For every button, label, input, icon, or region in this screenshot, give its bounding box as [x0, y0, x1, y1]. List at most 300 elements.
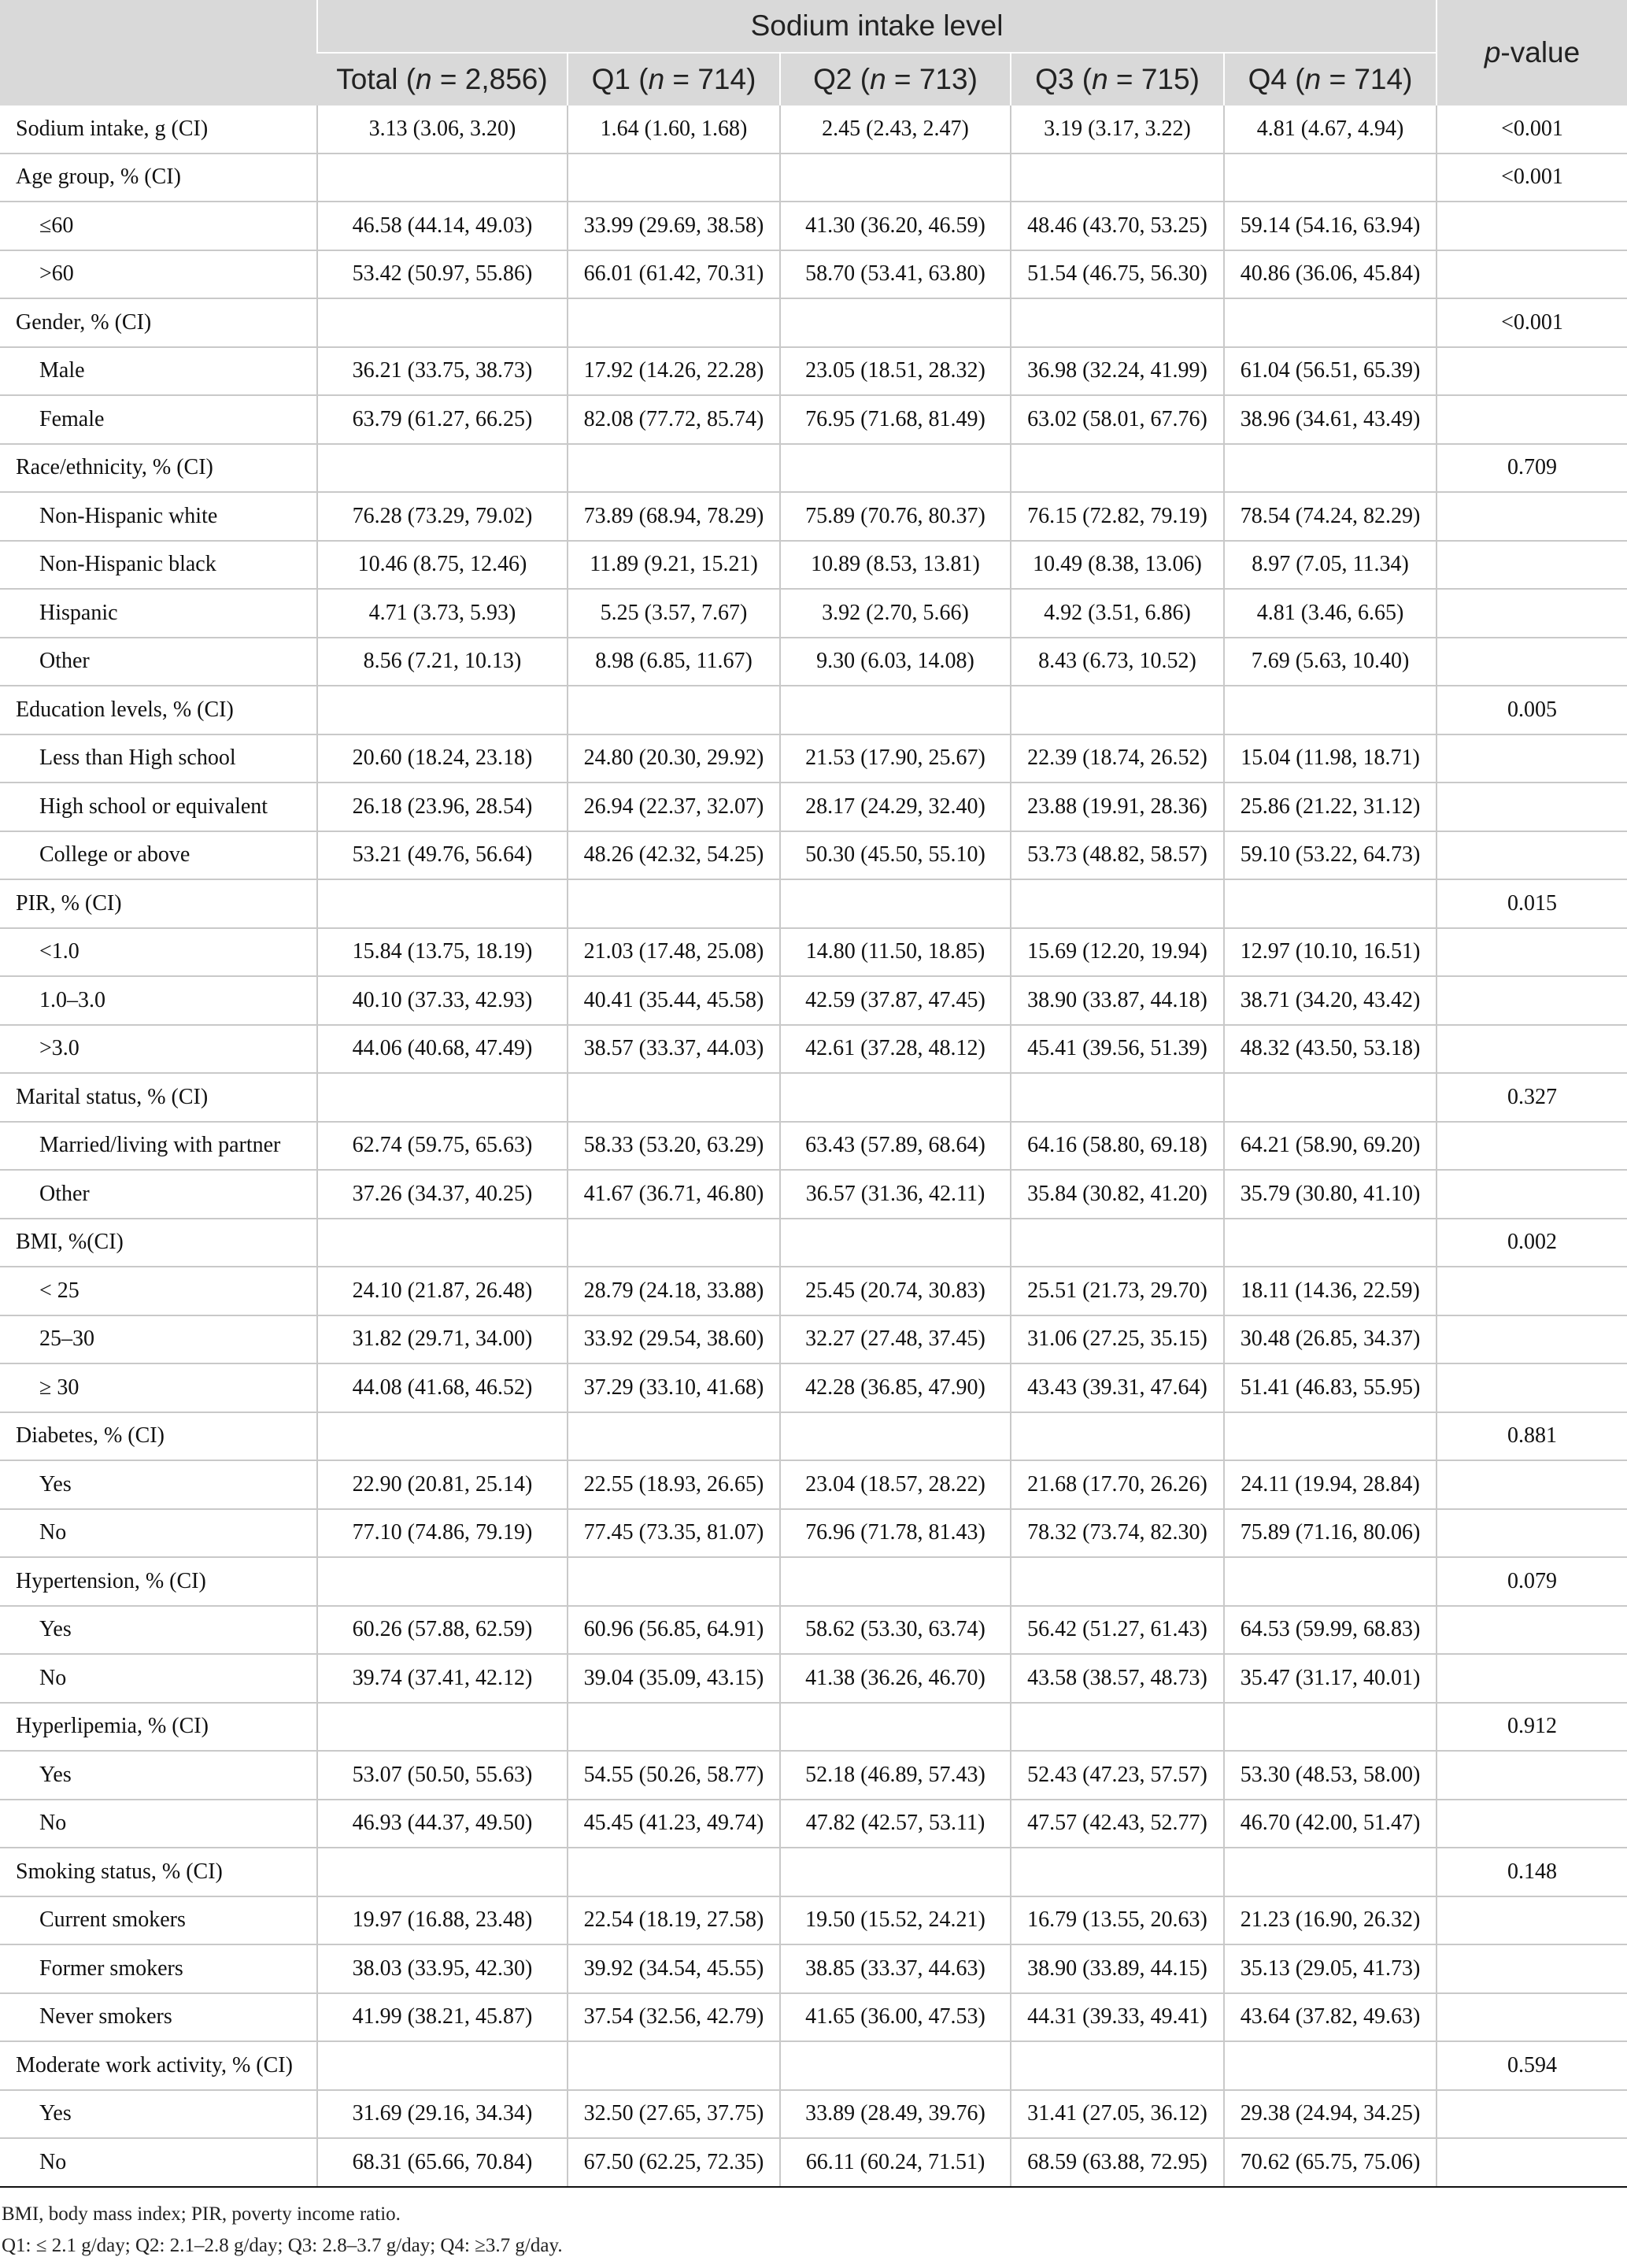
table-row: [0, 1800, 1627, 1848]
cell-total: 68.31 (65.66, 70.84): [317, 2138, 568, 2187]
cell-q2: [780, 686, 1011, 734]
cell-q3: [1011, 444, 1224, 493]
table-row: [0, 928, 1627, 977]
table-row: [0, 879, 1627, 928]
cell-total: 76.28 (73.29, 79.02): [317, 492, 568, 541]
column-header-n-value: = 715: [1107, 63, 1190, 95]
row-label: < 25: [0, 1267, 317, 1315]
cell-q3: 56.42 (51.27, 61.43): [1011, 1606, 1224, 1655]
cell-q2: 33.89 (28.49, 39.76): [780, 2090, 1011, 2139]
cell-q3: 31.41 (27.05, 36.12): [1011, 2090, 1224, 2139]
table-row: [0, 492, 1627, 541]
table-row: [0, 2138, 1627, 2187]
cell-q4: 38.96 (34.61, 43.49): [1224, 395, 1437, 444]
cell-pvalue: [1437, 1606, 1627, 1655]
row-label: 25–30: [0, 1315, 317, 1364]
row-label: Yes: [0, 1460, 317, 1509]
cell-q3: 3.19 (3.17, 3.22): [1011, 105, 1224, 154]
cell-total: 53.07 (50.50, 55.63): [317, 1751, 568, 1800]
column-header-q3: Q3 (n = 715): [1011, 53, 1224, 105]
cell-q4: [1224, 1703, 1437, 1752]
cell-q4: 64.21 (58.90, 69.20): [1224, 1122, 1437, 1171]
table-row: [0, 1896, 1627, 1945]
cell-q1: 5.25 (3.57, 7.67): [568, 589, 780, 638]
cell-total: 31.69 (29.16, 34.34): [317, 2090, 568, 2139]
cell-pvalue: [1437, 1509, 1627, 1558]
cell-q4: [1224, 1557, 1437, 1606]
cell-q3: 48.46 (43.70, 53.25): [1011, 202, 1224, 250]
table-row: [0, 1848, 1627, 1896]
cell-q3: 38.90 (33.87, 44.18): [1011, 976, 1224, 1025]
cell-q3: 43.58 (38.57, 48.73): [1011, 1654, 1224, 1703]
table-row: [0, 1315, 1627, 1364]
cell-pvalue: 0.881: [1437, 1412, 1627, 1461]
column-header-q4: Q4 (n = 714): [1224, 53, 1437, 105]
table-row: [0, 1509, 1627, 1558]
cell-q3: [1011, 1557, 1224, 1606]
cell-total: 3.13 (3.06, 3.20): [317, 105, 568, 154]
cell-q3: 43.43 (39.31, 47.64): [1011, 1363, 1224, 1412]
row-label: Female: [0, 395, 317, 444]
row-label: Diabetes, % (CI): [0, 1412, 317, 1461]
cell-pvalue: 0.709: [1437, 444, 1627, 493]
header-blank-cell: [0, 0, 317, 105]
row-label: No: [0, 1509, 317, 1558]
cell-q4: 7.69 (5.63, 10.40): [1224, 638, 1437, 686]
cell-pvalue: [1437, 1025, 1627, 1074]
cell-q1: 33.99 (29.69, 38.58): [568, 202, 780, 250]
cell-q3: 35.84 (30.82, 41.20): [1011, 1170, 1224, 1219]
table-row: [0, 976, 1627, 1025]
cell-pvalue: [1437, 541, 1627, 590]
table-row: [0, 1751, 1627, 1800]
cell-q1: 39.04 (35.09, 43.15): [568, 1654, 780, 1703]
cell-pvalue: <0.001: [1437, 298, 1627, 347]
column-header-n-value: = 713: [886, 63, 968, 95]
cell-total: 31.82 (29.71, 34.00): [317, 1315, 568, 1364]
cell-q1: 28.79 (24.18, 33.88): [568, 1267, 780, 1315]
table-row: [0, 1557, 1627, 1606]
row-label: Education levels, % (CI): [0, 686, 317, 734]
column-header-n-label: n: [1092, 63, 1108, 95]
cell-q1: [568, 1557, 780, 1606]
cell-q3: [1011, 879, 1224, 928]
cell-total: 15.84 (13.75, 18.19): [317, 928, 568, 977]
cell-total: [317, 444, 568, 493]
row-label: Hypertension, % (CI): [0, 1557, 317, 1606]
cell-total: 26.18 (23.96, 28.54): [317, 783, 568, 831]
row-label: Age group, % (CI): [0, 154, 317, 202]
table-row: [0, 105, 1627, 154]
cell-q2: 41.38 (36.26, 46.70): [780, 1654, 1011, 1703]
cell-q1: 60.96 (56.85, 64.91): [568, 1606, 780, 1655]
table-row: [0, 298, 1627, 347]
cell-q4: 59.14 (54.16, 63.94): [1224, 202, 1437, 250]
cell-total: 44.06 (40.68, 47.49): [317, 1025, 568, 1074]
cell-q2: 23.04 (18.57, 28.22): [780, 1460, 1011, 1509]
table-row: [0, 1412, 1627, 1461]
cell-pvalue: 0.015: [1437, 879, 1627, 928]
row-label: Married/living with partner: [0, 1122, 317, 1171]
cell-q4: 53.30 (48.53, 58.00): [1224, 1751, 1437, 1800]
cell-pvalue: [1437, 783, 1627, 831]
cell-q3: 21.68 (17.70, 26.26): [1011, 1460, 1224, 1509]
cell-q2: 19.50 (15.52, 24.21): [780, 1896, 1011, 1945]
cell-q1: 58.33 (53.20, 63.29): [568, 1122, 780, 1171]
cell-q3: [1011, 1073, 1224, 1122]
cell-q2: 42.59 (37.87, 47.45): [780, 976, 1011, 1025]
row-label: BMI, %(CI): [0, 1219, 317, 1267]
cell-q2: [780, 298, 1011, 347]
cell-total: 20.60 (18.24, 23.18): [317, 734, 568, 783]
cell-q1: [568, 1219, 780, 1267]
cell-pvalue: [1437, 1315, 1627, 1364]
row-label: Non-Hispanic white: [0, 492, 317, 541]
column-header-name: Q1: [591, 63, 630, 95]
row-label: High school or equivalent: [0, 783, 317, 831]
cell-q3: [1011, 154, 1224, 202]
cell-total: 39.74 (37.41, 42.12): [317, 1654, 568, 1703]
column-header-n-label: n: [648, 63, 665, 95]
cell-q2: [780, 154, 1011, 202]
cell-q1: 11.89 (9.21, 15.21): [568, 541, 780, 590]
table-row: [0, 1025, 1627, 1074]
table-row: [0, 638, 1627, 686]
cell-total: 24.10 (21.87, 26.48): [317, 1267, 568, 1315]
cell-q3: 25.51 (21.73, 29.70): [1011, 1267, 1224, 1315]
cell-q3: 78.32 (73.74, 82.30): [1011, 1509, 1224, 1558]
cell-q2: 76.95 (71.68, 81.49): [780, 395, 1011, 444]
column-header-n-value: = 714: [1321, 63, 1403, 95]
cell-total: 60.26 (57.88, 62.59): [317, 1606, 568, 1655]
table-row: [0, 395, 1627, 444]
pvalue-header: [1437, 0, 1627, 105]
cell-q2: [780, 444, 1011, 493]
pvalue-header-italic: p: [1484, 36, 1501, 68]
cell-pvalue: 0.079: [1437, 1557, 1627, 1606]
cell-pvalue: [1437, 1896, 1627, 1945]
cell-total: 62.74 (59.75, 65.63): [317, 1122, 568, 1171]
cell-q1: [568, 1412, 780, 1461]
cell-q3: 51.54 (46.75, 56.30): [1011, 250, 1224, 299]
cell-q2: 76.96 (71.78, 81.43): [780, 1509, 1011, 1558]
cell-q1: 48.26 (42.32, 54.25): [568, 831, 780, 880]
table-row: [0, 734, 1627, 783]
table-row: [0, 1703, 1627, 1752]
cell-q3: 63.02 (58.01, 67.76): [1011, 395, 1224, 444]
cell-q1: 45.45 (41.23, 49.74): [568, 1800, 780, 1848]
cell-q2: 21.53 (17.90, 25.67): [780, 734, 1011, 783]
row-label: Less than High school: [0, 734, 317, 783]
cell-q2: 41.65 (36.00, 47.53): [780, 1993, 1011, 2042]
cell-q3: 31.06 (27.25, 35.15): [1011, 1315, 1224, 1364]
cell-q4: 64.53 (59.99, 68.83): [1224, 1606, 1437, 1655]
footnote-line: Q1: ≤ 2.1 g/day; Q2: 2.1–2.8 g/day; Q3: 2.8–3.7 g/day; Q4: ≥3.7 g/day.: [2, 2234, 563, 2256]
cell-total: 38.03 (33.95, 42.30): [317, 1944, 568, 1993]
table-row: [0, 589, 1627, 638]
cell-q2: 25.45 (20.74, 30.83): [780, 1267, 1011, 1315]
cell-q2: 52.18 (46.89, 57.43): [780, 1751, 1011, 1800]
row-label: No: [0, 1800, 317, 1848]
cell-q1: 77.45 (73.35, 81.07): [568, 1509, 780, 1558]
cell-total: 4.71 (3.73, 5.93): [317, 589, 568, 638]
cell-q3: [1011, 686, 1224, 734]
cell-q4: 35.13 (29.05, 41.73): [1224, 1944, 1437, 1993]
column-header-q1: Q1 (n = 714): [568, 53, 780, 105]
cell-q2: 38.85 (33.37, 44.63): [780, 1944, 1011, 1993]
cell-q3: 16.79 (13.55, 20.63): [1011, 1896, 1224, 1945]
row-label: Yes: [0, 2090, 317, 2139]
cell-q4: [1224, 154, 1437, 202]
row-label: >60: [0, 250, 317, 299]
cell-q3: 38.90 (33.89, 44.15): [1011, 1944, 1224, 1993]
cell-q1: 37.54 (32.56, 42.79): [568, 1993, 780, 2042]
cell-pvalue: [1437, 638, 1627, 686]
cell-q3: 15.69 (12.20, 19.94): [1011, 928, 1224, 977]
cell-q2: [780, 1412, 1011, 1461]
column-header-name: Q4: [1248, 63, 1287, 95]
cell-pvalue: [1437, 202, 1627, 250]
cell-q1: [568, 879, 780, 928]
cell-q4: 75.89 (71.16, 80.06): [1224, 1509, 1437, 1558]
cell-pvalue: [1437, 1122, 1627, 1171]
cell-q2: 41.30 (36.20, 46.59): [780, 202, 1011, 250]
cell-pvalue: [1437, 1170, 1627, 1219]
cell-total: 46.58 (44.14, 49.03): [317, 202, 568, 250]
row-label: ≤60: [0, 202, 317, 250]
cell-q2: [780, 879, 1011, 928]
row-label: Race/ethnicity, % (CI): [0, 444, 317, 493]
table-row: [0, 347, 1627, 396]
cell-q4: [1224, 298, 1437, 347]
cell-pvalue: [1437, 250, 1627, 299]
cell-pvalue: [1437, 928, 1627, 977]
cell-q4: 43.64 (37.82, 49.63): [1224, 1993, 1437, 2042]
cell-pvalue: [1437, 976, 1627, 1025]
row-label: Moderate work activity, % (CI): [0, 2041, 317, 2090]
cell-total: [317, 686, 568, 734]
cell-q4: 35.79 (30.80, 41.10): [1224, 1170, 1437, 1219]
cell-q3: 47.57 (42.43, 52.77): [1011, 1800, 1224, 1848]
cell-total: 77.10 (74.86, 79.19): [317, 1509, 568, 1558]
cell-q1: 39.92 (34.54, 45.55): [568, 1944, 780, 1993]
cell-q4: [1224, 1219, 1437, 1267]
table-row: [0, 1606, 1627, 1655]
cell-q4: 12.97 (10.10, 16.51): [1224, 928, 1437, 977]
table-row: [0, 1073, 1627, 1122]
column-header-n-value: = 2,856: [431, 63, 538, 95]
table-row: [0, 2090, 1627, 2139]
cell-total: [317, 1412, 568, 1461]
cell-q1: 1.64 (1.60, 1.68): [568, 105, 780, 154]
cell-q2: 14.80 (11.50, 18.85): [780, 928, 1011, 977]
cell-pvalue: [1437, 1267, 1627, 1315]
cell-q2: 58.62 (53.30, 63.74): [780, 1606, 1011, 1655]
cell-q4: [1224, 1412, 1437, 1461]
cell-q2: [780, 1557, 1011, 1606]
cell-q4: 15.04 (11.98, 18.71): [1224, 734, 1437, 783]
table-row: [0, 1654, 1627, 1703]
footnotes: [0, 2199, 1627, 2262]
column-header-n-label: n: [1304, 63, 1322, 95]
cell-q1: 26.94 (22.37, 32.07): [568, 783, 780, 831]
cell-total: 53.21 (49.76, 56.64): [317, 831, 568, 880]
cell-q1: 8.98 (6.85, 11.67): [568, 638, 780, 686]
group-title: Sodium intake level: [317, 0, 1437, 53]
row-label: Other: [0, 638, 317, 686]
cell-pvalue: <0.001: [1437, 105, 1627, 154]
cell-q3: 68.59 (63.88, 72.95): [1011, 2138, 1224, 2187]
cell-q4: 21.23 (16.90, 26.32): [1224, 1896, 1437, 1945]
cell-q4: 48.32 (43.50, 53.18): [1224, 1025, 1437, 1074]
table-row: [0, 1267, 1627, 1315]
cell-q2: [780, 2041, 1011, 2090]
table-row: [0, 831, 1627, 880]
cell-total: 22.90 (20.81, 25.14): [317, 1460, 568, 1509]
cell-q3: [1011, 298, 1224, 347]
cell-q3: 8.43 (6.73, 10.52): [1011, 638, 1224, 686]
cell-q2: 42.61 (37.28, 48.12): [780, 1025, 1011, 1074]
table-row: [0, 1993, 1627, 2042]
cell-pvalue: 0.148: [1437, 1848, 1627, 1896]
row-label: Yes: [0, 1751, 317, 1800]
cell-pvalue: [1437, 1944, 1627, 1993]
cell-q1: 37.29 (33.10, 41.68): [568, 1363, 780, 1412]
cell-q3: 76.15 (72.82, 79.19): [1011, 492, 1224, 541]
cell-q4: [1224, 1848, 1437, 1896]
cell-q2: 32.27 (27.48, 37.45): [780, 1315, 1011, 1364]
cell-q2: 42.28 (36.85, 47.90): [780, 1363, 1011, 1412]
cell-q4: 25.86 (21.22, 31.12): [1224, 783, 1437, 831]
cell-q1: 32.50 (27.65, 37.75): [568, 2090, 780, 2139]
cell-q1: 17.92 (14.26, 22.28): [568, 347, 780, 396]
table-row: [0, 202, 1627, 250]
cell-q1: 41.67 (36.71, 46.80): [568, 1170, 780, 1219]
row-label: College or above: [0, 831, 317, 880]
row-label: Male: [0, 347, 317, 396]
cell-q1: [568, 2041, 780, 2090]
cell-total: 41.99 (38.21, 45.87): [317, 1993, 568, 2042]
cell-q1: 22.54 (18.19, 27.58): [568, 1896, 780, 1945]
cell-total: 53.42 (50.97, 55.86): [317, 250, 568, 299]
table-row: [0, 1122, 1627, 1171]
cell-q4: 30.48 (26.85, 34.37): [1224, 1315, 1437, 1364]
cell-pvalue: [1437, 589, 1627, 638]
cell-q1: [568, 444, 780, 493]
cell-total: 37.26 (34.37, 40.25): [317, 1170, 568, 1219]
row-label: Hyperlipemia, % (CI): [0, 1703, 317, 1752]
cell-q4: 4.81 (4.67, 4.94): [1224, 105, 1437, 154]
cell-q4: 40.86 (36.06, 45.84): [1224, 250, 1437, 299]
column-header-name: Q2: [813, 63, 852, 95]
cell-pvalue: 0.002: [1437, 1219, 1627, 1267]
table-row: [0, 1219, 1627, 1267]
cell-q1: 33.92 (29.54, 38.60): [568, 1315, 780, 1364]
cell-q1: 22.55 (18.93, 26.65): [568, 1460, 780, 1509]
cell-q3: 23.88 (19.91, 28.36): [1011, 783, 1224, 831]
cell-q2: 2.45 (2.43, 2.47): [780, 105, 1011, 154]
row-label: Non-Hispanic black: [0, 541, 317, 590]
pvalue-header-rest: -value: [1500, 36, 1581, 68]
cell-q4: 78.54 (74.24, 82.29): [1224, 492, 1437, 541]
cell-pvalue: [1437, 1800, 1627, 1848]
row-label: Smoking status, % (CI): [0, 1848, 317, 1896]
cell-q3: 45.41 (39.56, 51.39): [1011, 1025, 1224, 1074]
row-label: Hispanic: [0, 589, 317, 638]
cell-total: [317, 1848, 568, 1896]
table-row: [0, 1944, 1627, 1993]
cell-q3: 10.49 (8.38, 13.06): [1011, 541, 1224, 590]
cell-q1: 21.03 (17.48, 25.08): [568, 928, 780, 977]
cell-q4: 4.81 (3.46, 6.65): [1224, 589, 1437, 638]
cell-q4: [1224, 686, 1437, 734]
cell-q4: 61.04 (56.51, 65.39): [1224, 347, 1437, 396]
cell-q2: 3.92 (2.70, 5.66): [780, 589, 1011, 638]
cell-total: 36.21 (33.75, 38.73): [317, 347, 568, 396]
table-row: [0, 783, 1627, 831]
column-header-total: Total (n = 2,856): [317, 53, 568, 105]
cell-total: 46.93 (44.37, 49.50): [317, 1800, 568, 1848]
column-header-name: Q3: [1035, 63, 1074, 95]
cell-q2: 23.05 (18.51, 28.32): [780, 347, 1011, 396]
row-label: <1.0: [0, 928, 317, 977]
row-label: ≥ 30: [0, 1363, 317, 1412]
cell-pvalue: [1437, 395, 1627, 444]
row-label: Never smokers: [0, 1993, 317, 2042]
row-label: >3.0: [0, 1025, 317, 1074]
cell-q3: [1011, 1703, 1224, 1752]
cell-total: [317, 1703, 568, 1752]
cell-q2: 63.43 (57.89, 68.64): [780, 1122, 1011, 1171]
cell-q3: 53.73 (48.82, 58.57): [1011, 831, 1224, 880]
cell-pvalue: 0.327: [1437, 1073, 1627, 1122]
cell-q4: 35.47 (31.17, 40.01): [1224, 1654, 1437, 1703]
cell-q4: 24.11 (19.94, 28.84): [1224, 1460, 1437, 1509]
row-label: Former smokers: [0, 1944, 317, 1993]
row-label: Other: [0, 1170, 317, 1219]
cell-total: 19.97 (16.88, 23.48): [317, 1896, 568, 1945]
row-label: Marital status, % (CI): [0, 1073, 317, 1122]
table-row: [0, 444, 1627, 493]
cell-q1: [568, 154, 780, 202]
cell-q2: 58.70 (53.41, 63.80): [780, 250, 1011, 299]
cell-q3: 36.98 (32.24, 41.99): [1011, 347, 1224, 396]
cell-pvalue: [1437, 2090, 1627, 2139]
cell-q2: [780, 1848, 1011, 1896]
cell-q3: 4.92 (3.51, 6.86): [1011, 589, 1224, 638]
cell-total: [317, 2041, 568, 2090]
row-label: Gender, % (CI): [0, 298, 317, 347]
cell-q3: 64.16 (58.80, 69.18): [1011, 1122, 1224, 1171]
cell-q1: 67.50 (62.25, 72.35): [568, 2138, 780, 2187]
row-label: PIR, % (CI): [0, 879, 317, 928]
row-label: Current smokers: [0, 1896, 317, 1945]
cell-q1: 66.01 (61.42, 70.31): [568, 250, 780, 299]
row-label: 1.0–3.0: [0, 976, 317, 1025]
cell-q1: [568, 686, 780, 734]
cell-q3: [1011, 1412, 1224, 1461]
cell-q1: [568, 1703, 780, 1752]
cell-q1: [568, 1848, 780, 1896]
cell-q2: 36.57 (31.36, 42.11): [780, 1170, 1011, 1219]
cell-q1: [568, 1073, 780, 1122]
cell-q4: 8.97 (7.05, 11.34): [1224, 541, 1437, 590]
cell-pvalue: 0.912: [1437, 1703, 1627, 1752]
cell-q3: [1011, 1219, 1224, 1267]
cell-q4: 51.41 (46.83, 55.95): [1224, 1363, 1437, 1412]
cell-pvalue: [1437, 734, 1627, 783]
table-row: [0, 154, 1627, 202]
